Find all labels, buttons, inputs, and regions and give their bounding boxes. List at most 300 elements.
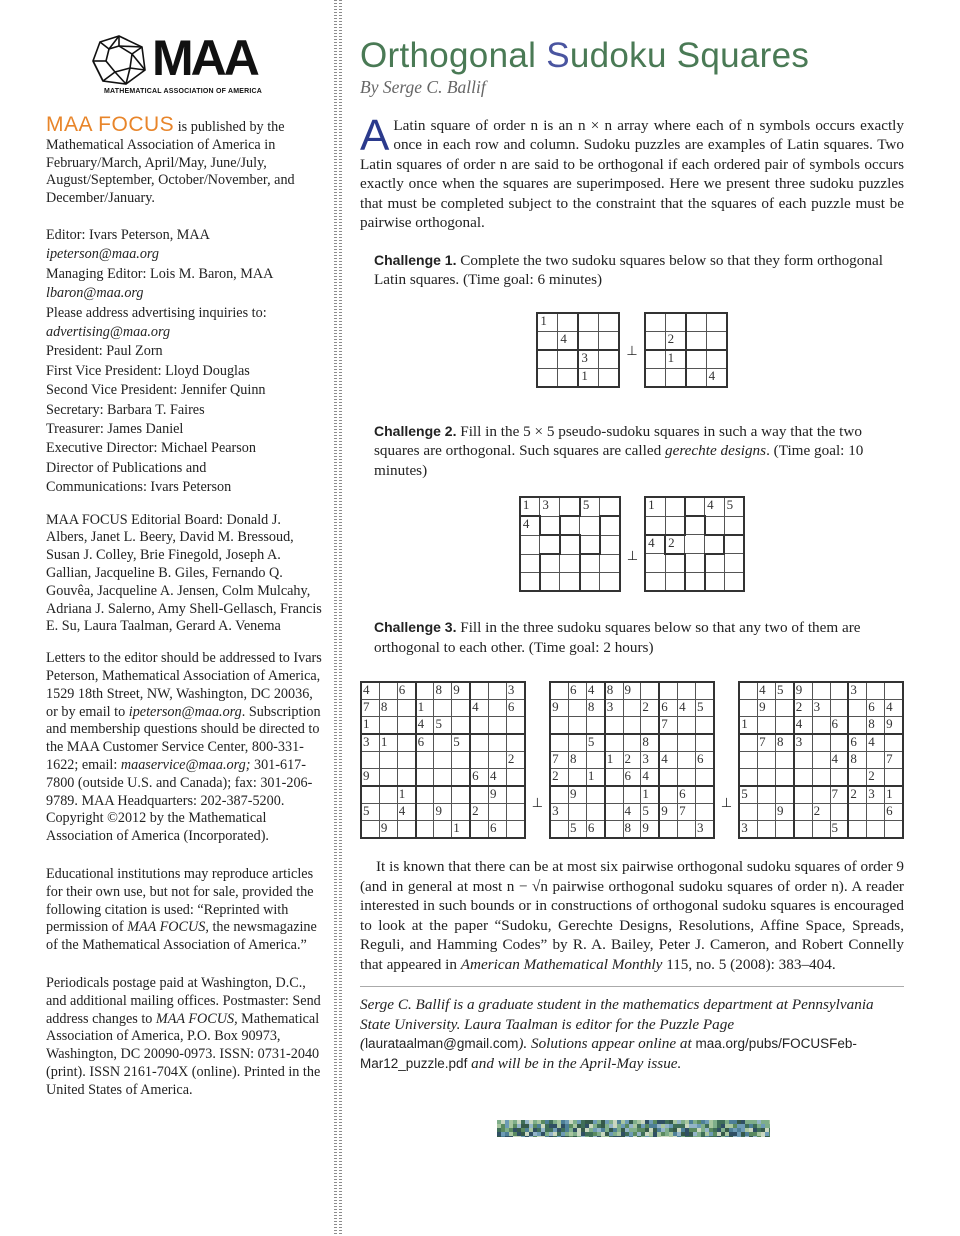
sudoku-cell[interactable]: 1 [537,313,558,332]
sudoku-cell[interactable] [885,734,903,752]
sudoku-cell[interactable] [867,752,885,769]
sudoku-cell[interactable] [685,497,705,516]
sudoku-cell[interactable] [506,734,524,752]
sudoku-cell[interactable] [452,804,470,821]
sudoku-cell[interactable] [489,717,507,735]
sudoku-cell[interactable] [659,821,677,839]
sudoku-cell[interactable] [550,734,568,752]
sudoku-cell[interactable] [739,804,757,821]
sudoku-cell[interactable]: 5 [739,786,757,804]
sudoku-cell[interactable]: 6 [489,821,507,839]
sudoku-cell[interactable] [520,554,540,573]
sudoku-cell[interactable]: 2 [665,331,686,350]
sudoku-cell[interactable]: 4 [623,804,641,821]
sudoku-cell[interactable] [659,769,677,787]
sudoku-cell[interactable]: 4 [641,769,659,787]
managing-editor-email[interactable]: lbaron@maa.org [46,285,144,302]
sudoku-cell[interactable] [678,734,696,752]
sudoku-cell[interactable]: 2 [848,786,866,804]
sudoku-cell[interactable] [520,573,540,592]
sudoku-cell[interactable] [775,700,793,717]
sudoku-cell[interactable] [812,786,830,804]
sudoku-cell[interactable]: 2 [867,769,885,787]
sudoku-cell[interactable] [623,717,641,735]
sudoku-cell[interactable] [724,554,744,573]
sudoku-cell[interactable] [641,682,659,700]
sudoku-cell[interactable]: 3 [641,752,659,769]
sudoku-cell[interactable] [452,769,470,787]
sudoku-cell[interactable] [600,516,620,535]
sudoku-cell[interactable] [686,350,707,369]
sudoku-cell[interactable] [758,717,776,735]
sudoku-cell[interactable] [641,717,659,735]
sudoku-cell[interactable]: 6 [568,682,586,700]
sudoku-cell[interactable] [705,572,725,591]
sudoku-cell[interactable] [599,368,620,387]
sudoku-cell[interactable] [568,717,586,735]
sudoku-cell[interactable] [848,769,866,787]
sudoku-cell[interactable]: 6 [867,700,885,717]
sudoku-cell[interactable] [600,497,620,516]
sudoku-cell[interactable] [560,497,580,516]
sudoku-cell[interactable]: 4 [885,700,903,717]
sudoku-cell[interactable] [758,786,776,804]
sudoku-cell[interactable] [685,554,705,573]
sudoku-cell[interactable]: 6 [659,700,677,717]
sudoku-cell[interactable] [645,368,666,387]
sudoku-cell[interactable]: 1 [361,717,379,735]
sudoku-cell[interactable] [645,331,666,350]
sudoku-cell[interactable] [724,535,744,554]
sudoku-cell[interactable] [550,821,568,839]
sudoku-cell[interactable]: 2 [665,535,685,554]
sudoku-cell[interactable]: 6 [848,734,866,752]
sudoku-cell[interactable]: 5 [641,804,659,821]
sudoku-cell[interactable] [397,700,415,717]
sudoku-cell[interactable] [599,350,620,369]
sudoku-cell[interactable]: 9 [641,821,659,839]
sudoku-cell[interactable]: 3 [812,700,830,717]
sudoku-cell[interactable]: 9 [568,786,586,804]
sudoku-cell[interactable] [397,769,415,787]
sudoku-cell[interactable] [812,717,830,735]
sudoku-cell[interactable] [705,516,725,535]
letters-email[interactable]: ipeterson@maa.org [128,703,242,720]
sudoku-cell[interactable]: 2 [794,700,812,717]
sudoku-cell[interactable] [739,734,757,752]
sudoku-cell[interactable] [678,752,696,769]
sudoku-cell[interactable]: 9 [659,804,677,821]
sudoku-cell[interactable] [361,786,379,804]
sudoku-cell[interactable]: 3 [578,350,599,369]
sudoku-cell[interactable]: 4 [489,769,507,787]
sudoku-cell[interactable]: 8 [605,682,623,700]
sudoku-cell[interactable] [685,572,705,591]
sudoku-cell[interactable] [580,573,600,592]
sudoku-cell[interactable] [685,535,705,554]
sudoku-cell[interactable] [775,786,793,804]
sudoku-cell[interactable]: 8 [848,752,866,769]
sudoku-cell[interactable] [695,804,713,821]
sudoku-cell[interactable]: 3 [361,734,379,752]
sudoku-cell[interactable] [470,717,488,735]
sudoku-cell[interactable]: 9 [550,700,568,717]
sudoku-cell[interactable]: 4 [867,734,885,752]
sudoku-cell[interactable] [830,682,848,700]
sudoku-cell[interactable]: 9 [361,769,379,787]
sudoku-cell[interactable] [812,821,830,839]
sudoku-cell[interactable]: 4 [794,717,812,735]
sudoku-cell[interactable] [848,804,866,821]
sudoku-cell[interactable] [434,734,452,752]
sudoku-cell[interactable] [724,572,744,591]
sudoku-cell[interactable] [794,752,812,769]
sudoku-cell[interactable]: 1 [605,752,623,769]
sudoku-cell[interactable]: 3 [506,682,524,700]
sudoku-cell[interactable] [645,516,665,535]
sudoku-cell[interactable]: 5 [724,497,744,516]
sudoku-cell[interactable] [489,752,507,769]
sudoku-cell[interactable] [550,786,568,804]
sudoku-cell[interactable]: 1 [645,497,665,516]
sudoku-cell[interactable] [665,572,685,591]
sudoku-cell[interactable] [705,554,725,573]
sudoku-cell[interactable] [586,804,604,821]
sudoku-cell[interactable] [506,717,524,735]
sudoku-cell[interactable] [830,769,848,787]
sudoku-cell[interactable] [580,554,600,573]
sudoku-cell[interactable] [848,717,866,735]
sudoku-cell[interactable] [540,554,560,573]
service-email[interactable]: maaservice@maa.org; [120,757,251,774]
sudoku-cell[interactable] [665,516,685,535]
sudoku-cell[interactable] [645,350,666,369]
sudoku-cell[interactable]: 3 [695,821,713,839]
sudoku-cell[interactable]: 9 [623,682,641,700]
sudoku-cell[interactable] [506,786,524,804]
sudoku-cell[interactable] [685,516,705,535]
sudoku-cell[interactable] [452,752,470,769]
sudoku-cell[interactable] [645,572,665,591]
sudoku-cell[interactable] [568,734,586,752]
sudoku-cell[interactable]: 6 [695,752,713,769]
sudoku-cell[interactable]: 8 [379,700,397,717]
sudoku-cell[interactable] [686,313,707,332]
sudoku-cell[interactable]: 6 [397,682,415,700]
sudoku-cell[interactable] [705,535,725,554]
sudoku-cell[interactable]: 5 [830,821,848,839]
sudoku-cell[interactable]: 5 [775,682,793,700]
sudoku-cell[interactable] [416,786,434,804]
bio-email[interactable]: laurataalman@gmail.com [365,1036,519,1051]
sudoku-cell[interactable] [659,682,677,700]
sudoku-cell[interactable] [506,769,524,787]
sudoku-cell[interactable] [568,804,586,821]
sudoku-cell[interactable] [706,331,727,350]
sudoku-cell[interactable] [605,769,623,787]
sudoku-cell[interactable]: 3 [794,734,812,752]
sudoku-cell[interactable] [434,752,452,769]
sudoku-cell[interactable] [568,769,586,787]
sudoku-cell[interactable] [560,573,580,592]
sudoku-cell[interactable] [379,804,397,821]
sudoku-cell[interactable] [812,734,830,752]
sudoku-cell[interactable] [605,786,623,804]
sudoku-cell[interactable] [794,821,812,839]
sudoku-cell[interactable]: 1 [885,786,903,804]
sudoku-cell[interactable] [537,368,558,387]
sudoku-cell[interactable] [830,734,848,752]
sudoku-cell[interactable] [885,769,903,787]
sudoku-cell[interactable] [560,535,580,554]
sudoku-cell[interactable] [739,752,757,769]
sudoku-cell[interactable] [578,331,599,350]
sudoku-cell[interactable]: 7 [830,786,848,804]
sudoku-cell[interactable] [558,350,579,369]
sudoku-cell[interactable] [540,535,560,554]
sudoku-cell[interactable] [758,821,776,839]
sudoku-cell[interactable]: 3 [739,821,757,839]
sudoku-cell[interactable]: 6 [885,804,903,821]
sudoku-cell[interactable] [470,752,488,769]
sudoku-cell[interactable] [537,331,558,350]
sudoku-cell[interactable]: 6 [830,717,848,735]
sudoku-cell[interactable]: 9 [794,682,812,700]
sudoku-cell[interactable] [678,821,696,839]
sudoku-cell[interactable]: 6 [470,769,488,787]
sudoku-cell[interactable] [600,535,620,554]
sudoku-cell[interactable] [416,821,434,839]
sudoku-cell[interactable] [520,535,540,554]
sudoku-cell[interactable] [558,368,579,387]
sudoku-cell[interactable]: 5 [434,717,452,735]
sudoku-cell[interactable] [867,682,885,700]
sudoku-cell[interactable] [848,821,866,839]
sudoku-cell[interactable]: 5 [695,700,713,717]
sudoku-cell[interactable] [665,368,686,387]
sudoku-cell[interactable]: 6 [506,700,524,717]
sudoku-cell[interactable] [580,535,600,554]
sudoku-cell[interactable]: 8 [586,700,604,717]
sudoku-cell[interactable]: 6 [416,734,434,752]
sudoku-cell[interactable]: 5 [452,734,470,752]
sudoku-cell[interactable] [416,682,434,700]
sudoku-cell[interactable]: 4 [645,535,665,554]
sudoku-cell[interactable] [665,497,685,516]
sudoku-cell[interactable]: 1 [397,786,415,804]
sudoku-cell[interactable] [599,331,620,350]
sudoku-cell[interactable]: 2 [506,752,524,769]
sudoku-cell[interactable] [600,573,620,592]
sudoku-cell[interactable] [678,717,696,735]
sudoku-cell[interactable] [794,786,812,804]
sudoku-cell[interactable]: 8 [623,821,641,839]
sudoku-cell[interactable]: 3 [550,804,568,821]
sudoku-cell[interactable] [452,700,470,717]
sudoku-cell[interactable] [775,752,793,769]
sudoku-cell[interactable] [645,313,666,332]
sudoku-cell[interactable]: 4 [470,700,488,717]
sudoku-cell[interactable] [434,786,452,804]
sudoku-cell[interactable] [830,804,848,821]
sudoku-cell[interactable] [695,734,713,752]
sudoku-cell[interactable]: 9 [452,682,470,700]
sudoku-cell[interactable] [605,804,623,821]
sudoku-cell[interactable] [379,769,397,787]
sudoku-cell[interactable] [678,682,696,700]
sudoku-cell[interactable]: 6 [586,821,604,839]
sudoku-cell[interactable] [470,734,488,752]
sudoku-cell[interactable] [470,682,488,700]
sudoku-cell[interactable] [452,786,470,804]
sudoku-cell[interactable] [416,769,434,787]
sudoku-cell[interactable] [775,717,793,735]
sudoku-cell[interactable] [678,769,696,787]
sudoku-cell[interactable]: 4 [586,682,604,700]
sudoku-cell[interactable] [706,313,727,332]
sudoku-cell[interactable] [665,313,686,332]
sudoku-cell[interactable]: 5 [568,821,586,839]
sudoku-cell[interactable] [739,769,757,787]
sudoku-cell[interactable] [397,752,415,769]
sudoku-cell[interactable] [434,821,452,839]
sudoku-cell[interactable]: 9 [489,786,507,804]
sudoku-cell[interactable] [659,734,677,752]
sudoku-cell[interactable]: 4 [558,331,579,350]
sudoku-cell[interactable] [540,573,560,592]
sudoku-cell[interactable] [568,700,586,717]
sudoku-cell[interactable]: 4 [678,700,696,717]
sudoku-cell[interactable]: 3 [605,700,623,717]
sudoku-cell[interactable] [758,769,776,787]
sudoku-cell[interactable] [540,516,560,535]
sudoku-cell[interactable] [695,682,713,700]
sudoku-cell[interactable] [645,554,665,573]
sudoku-cell[interactable] [489,804,507,821]
sudoku-cell[interactable]: 9 [885,717,903,735]
sudoku-cell[interactable] [758,752,776,769]
sudoku-cell[interactable]: 7 [659,717,677,735]
sudoku-cell[interactable]: 4 [659,752,677,769]
sudoku-cell[interactable] [537,350,558,369]
sudoku-cell[interactable] [812,769,830,787]
sudoku-cell[interactable] [848,700,866,717]
sudoku-cell[interactable]: 4 [520,516,540,535]
sudoku-cell[interactable]: 8 [641,734,659,752]
sudoku-cell[interactable] [489,734,507,752]
sudoku-cell[interactable] [361,752,379,769]
sudoku-cell[interactable]: 1 [452,821,470,839]
sudoku-cell[interactable]: 8 [434,682,452,700]
sudoku-cell[interactable] [665,554,685,573]
sudoku-cell[interactable] [867,804,885,821]
sudoku-cell[interactable] [686,331,707,350]
sudoku-cell[interactable]: 5 [361,804,379,821]
sudoku-cell[interactable] [695,769,713,787]
sudoku-cell[interactable]: 1 [586,769,604,787]
sudoku-cell[interactable] [794,769,812,787]
sudoku-cell[interactable] [416,804,434,821]
sudoku-cell[interactable]: 9 [758,700,776,717]
sudoku-cell[interactable]: 4 [416,717,434,735]
sudoku-cell[interactable] [434,769,452,787]
sudoku-cell[interactable] [397,717,415,735]
sudoku-cell[interactable]: 9 [379,821,397,839]
advertising-email[interactable]: advertising@maa.org [46,324,171,341]
solutions-link[interactable]: maa.org/pubs/FOCUSFeb-Mar12_puzzle.pdf [360,1036,857,1071]
sudoku-cell[interactable]: 4 [705,497,725,516]
sudoku-cell[interactable]: 7 [550,752,568,769]
sudoku-cell[interactable] [470,821,488,839]
sudoku-cell[interactable] [470,786,488,804]
sudoku-cell[interactable] [830,700,848,717]
sudoku-cell[interactable] [758,804,776,821]
sudoku-cell[interactable]: 7 [361,700,379,717]
sudoku-cell[interactable] [578,313,599,332]
sudoku-cell[interactable] [580,516,600,535]
sudoku-cell[interactable]: 4 [758,682,776,700]
sudoku-cell[interactable]: 2 [641,700,659,717]
sudoku-cell[interactable] [506,804,524,821]
sudoku-cell[interactable]: 8 [867,717,885,735]
sudoku-cell[interactable] [885,821,903,839]
editor-email[interactable]: ipeterson@maa.org [46,246,160,263]
sudoku-cell[interactable]: 3 [867,786,885,804]
sudoku-cell[interactable] [361,821,379,839]
sudoku-cell[interactable]: 1 [739,717,757,735]
sudoku-cell[interactable]: 6 [623,769,641,787]
sudoku-cell[interactable] [434,700,452,717]
sudoku-cell[interactable] [397,821,415,839]
sudoku-cell[interactable] [416,752,434,769]
sudoku-cell[interactable] [885,682,903,700]
sudoku-cell[interactable] [586,752,604,769]
sudoku-cell[interactable]: 1 [379,734,397,752]
sudoku-cell[interactable] [812,682,830,700]
sudoku-cell[interactable] [623,786,641,804]
sudoku-cell[interactable] [867,821,885,839]
sudoku-cell[interactable]: 7 [758,734,776,752]
sudoku-cell[interactable] [605,717,623,735]
sudoku-cell[interactable]: 2 [623,752,641,769]
sudoku-cell[interactable] [775,821,793,839]
sudoku-cell[interactable] [695,786,713,804]
sudoku-cell[interactable]: 1 [665,350,686,369]
sudoku-cell[interactable]: 6 [678,786,696,804]
sudoku-cell[interactable] [724,516,744,535]
sudoku-cell[interactable] [586,786,604,804]
sudoku-cell[interactable]: 1 [641,786,659,804]
sudoku-cell[interactable]: 4 [397,804,415,821]
sudoku-cell[interactable]: 7 [678,804,696,821]
sudoku-cell[interactable] [550,717,568,735]
sudoku-cell[interactable] [794,804,812,821]
sudoku-cell[interactable] [506,821,524,839]
sudoku-cell[interactable] [560,554,580,573]
sudoku-cell[interactable] [379,717,397,735]
sudoku-cell[interactable] [379,682,397,700]
sudoku-cell[interactable] [560,516,580,535]
sudoku-cell[interactable]: 1 [520,497,540,516]
sudoku-cell[interactable] [623,700,641,717]
sudoku-cell[interactable]: 4 [706,368,727,387]
sudoku-cell[interactable] [489,700,507,717]
sudoku-cell[interactable] [605,734,623,752]
sudoku-cell[interactable]: 2 [812,804,830,821]
sudoku-cell[interactable]: 9 [775,804,793,821]
sudoku-cell[interactable]: 5 [586,734,604,752]
sudoku-cell[interactable]: 9 [434,804,452,821]
